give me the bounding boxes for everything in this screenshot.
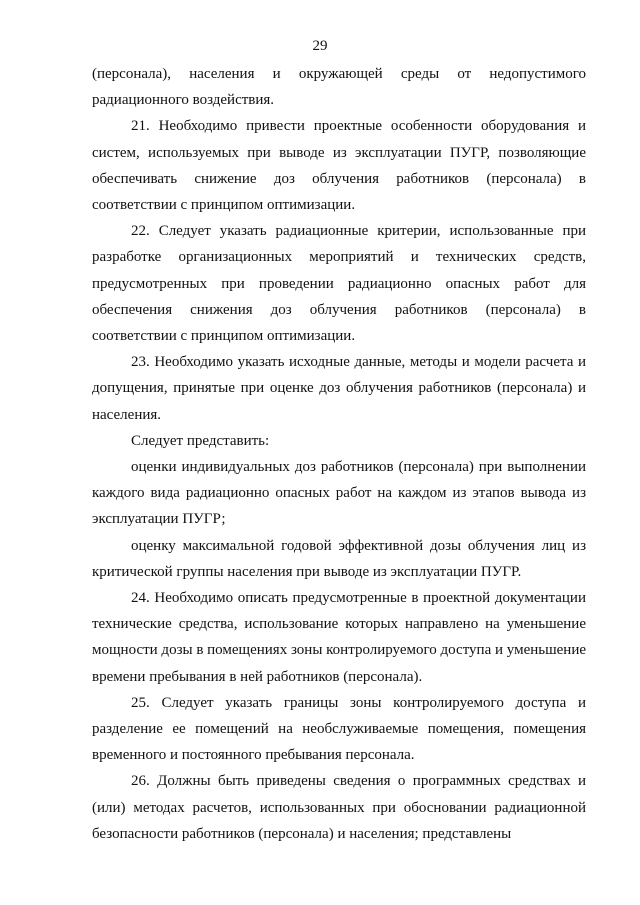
paragraph-23: 23. Необходимо указать исходные данные, методы и модели расчета и допущения, принятые при оценке доз облучения работников (персонала) и населения.	[92, 354, 586, 423]
document-body	[92, 61, 586, 847]
paragraph-21: 21. Необходимо привести проектные особенности оборудования и систем, используемых при выводе из эксплуатации ПУГР, позволяющие обеспечивать снижение доз облучения работников (персонала) в соответствии с принципом оптимизации.	[92, 118, 586, 214]
page-number: 29	[312, 38, 328, 54]
paragraph-24: 24. Необходимо описать предусмотренные в проектной документации технические средства, использование которых направлено на уменьшение мощности дозы в помещениях зоны контролируемого доступа и уменьшение времени пребывания в ней работников (персонала).	[92, 590, 587, 685]
paragraph-25: 25. Следует указать границы зоны контролируемого доступа и разделение ее помещений на необслуживаемые помещения, помещения временного и постоянного пребывания персонала.	[92, 694, 586, 764]
paragraph-23-item-2: оценку максимальной годовой эффективной дозы облучения лиц из критической группы населения при выводе из эксплуатации ПУГР.	[92, 537, 586, 580]
paragraph-23-item-1: оценки индивидуальных доз работников (персонала) при выполнении каждого вида радиационно опасных работ на каждом из этапов вывода из эксплуатации ПУГР;	[92, 459, 586, 528]
paragraph-23-intro: Следует представить:	[131, 432, 270, 449]
paragraph-continuation: (персонала), населения и окружающей среды от недопустимого радиационного воздействия.	[92, 66, 586, 109]
paragraph-22: 22. Следует указать радиационные критерии, использованные при разработке организационных мероприятий и технических средств, предусмотренных при проведении радиационно опасных работ для обеспечения снижения доз облучения работников (персонала) в соответствии с принципом оптимизации.	[92, 223, 586, 345]
paragraph-26: 26. Должны быть приведены сведения о программных средствах и (или) методах расчетов, использованных при обосновании радиационной безопасности работников (персонала) и населения; представлены	[92, 773, 586, 842]
